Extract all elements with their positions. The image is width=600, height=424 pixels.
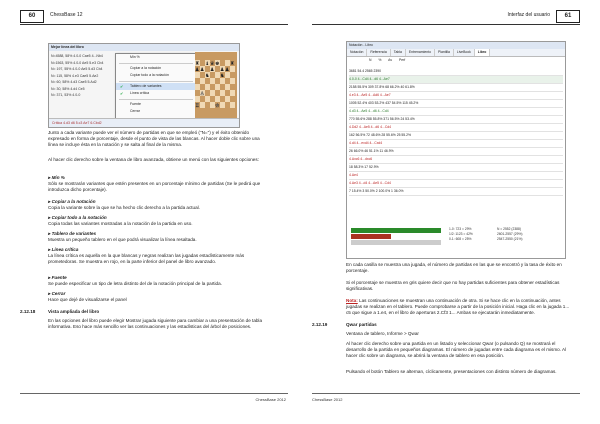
mini-chessboard bbox=[195, 52, 237, 118]
context-menu bbox=[115, 53, 200, 121]
intro-paragraph: Junto a cada variante puede ver el número de partidas en que se empleó ("N=") y el éxito obtenido expresado en forma de porcentaje, desde el punto de vista de las blancas. Al hacer doble clic sobre una línea se incluye ésta en la notación y se salta al final de la misma. bbox=[48, 130, 260, 147]
tab-book[interactable]: Libro bbox=[475, 49, 490, 56]
book-line[interactable]: N= 115, 58% 4.e3 Cae5 5.Ae2 bbox=[51, 73, 99, 78]
menu-separator bbox=[119, 81, 193, 82]
note-label: Nota: bbox=[346, 298, 358, 303]
item-title-text: Copiar a la notación bbox=[51, 199, 96, 204]
section-text-right: Al hacer clic derecho sobre una partida en un listado y seleccionar Qwar (o pulsando Q) se mostrará el desarrollo de la partida en pequeños diagramas. El número de jugadas entre cada diagrama es el mismo. Al hacer clic sobre un diagrama, se abrirá la ventana de tablero en esa posición. bbox=[346, 341, 567, 358]
right-note bbox=[346, 298, 571, 316]
check-icon: ✔ bbox=[120, 83, 124, 89]
section-text-right-2: Pulsando el botón Tablero se alternan, cíclicamente, presentaciones con distinto número de diagramas. bbox=[346, 369, 557, 374]
grid-row: 770 55.6% 288 55.8% 371 56.5% 24 53.4% bbox=[349, 116, 563, 124]
grid-row: 7 15.4% 3 50.0% 2 100.0% 1 36.0% bbox=[349, 188, 563, 196]
item-title-close: ▸ Cerrar bbox=[48, 291, 66, 296]
grid-row: 162 56.5% 72 48.6% 28 55.6% 25 55.2% bbox=[349, 132, 563, 140]
right-paragraph-2: Si el porcentaje se muestra en gris quiere decir que no hay partidas suficientes para obtener estadísticas significativas. bbox=[346, 280, 560, 291]
section-number-right: 2.12.19 bbox=[312, 322, 328, 327]
book-line[interactable]: N=4588, 58% 4.0-0 Cae5 4...Nb4 bbox=[51, 54, 103, 58]
item-desc-close: Hace que dejé de visualizarse el panel bbox=[48, 297, 127, 302]
menu-item-label: Línea crítica bbox=[130, 91, 150, 95]
note-text: Las continuaciones se muestran una continuación de otra. Si se hace clic en la continuación, antes jugadas se realizan en el tablero. Puede comprobarse a partir de la posición inicial. Haga clic en la jugada 1... c5 que sigue a 1.e4, en el libro de aperturas 2.Cf3 1... Ambas se ejecutarán inmediatamente. bbox=[346, 298, 570, 315]
book-table-screenshot bbox=[346, 41, 566, 259]
white-wins-bar bbox=[351, 228, 441, 233]
menu-item-copy-all[interactable]: Copiar todo a la notación bbox=[130, 73, 169, 77]
svg-text:♟: ♟ bbox=[200, 67, 205, 73]
menu-separator bbox=[119, 63, 193, 64]
grid-row[interactable]: 4.Axc6 4...dxc6 bbox=[349, 156, 563, 164]
left-footer: ChessBase 2012 bbox=[255, 397, 286, 402]
svg-text:♟: ♟ bbox=[195, 67, 200, 73]
section-path-right: Ventana de tablero, Informe > Qwar bbox=[346, 331, 419, 336]
tab-reference[interactable]: Referencia bbox=[367, 49, 390, 56]
book-panel-title: Mejor línea del libro bbox=[49, 44, 239, 51]
svg-text:♛: ♛ bbox=[210, 61, 215, 67]
svg-text:♞: ♞ bbox=[220, 73, 225, 79]
tab-table[interactable]: Tabla bbox=[391, 49, 406, 56]
svg-text:♚: ♚ bbox=[215, 61, 220, 67]
svg-text:♝: ♝ bbox=[205, 61, 210, 67]
intro-paragraph-2: Al hacer clic derecho sobre la ventana de libro avanzada, obtiene un menú con las siguientes opciones: bbox=[48, 157, 259, 162]
item-desc-copy: Copia la variante sobre la que se ha hecho clic derecho a la partida actual. bbox=[48, 205, 200, 210]
svg-text:♞: ♞ bbox=[205, 73, 210, 79]
grid-row: 3681 54.4 2565 2390 bbox=[349, 68, 563, 76]
right-header bbox=[312, 10, 580, 25]
menu-item-copy-notation[interactable]: Copiar a la notación bbox=[130, 65, 162, 70]
item-desc-variation-board: Muestra un pequeño tablero en el que podrá visualizar la línea resaltada. bbox=[48, 237, 197, 242]
stats-block-2 bbox=[497, 227, 522, 242]
tab-livebook[interactable]: LiveBook bbox=[454, 49, 475, 56]
item-title-copy-all: ▸ Copiar todo a la notación bbox=[48, 215, 107, 220]
grid-row[interactable]: 4.d3 4...Ae5 4...d6 4...Cd4 bbox=[349, 108, 563, 116]
item-desc-copy-all: Copia todas las variantes mostradas a la notación de la partida en uso. bbox=[48, 221, 193, 226]
item-desc-min: Sólo se mostrarán variantes que estén presentes en un porcentaje mínimo de partidas (Se le pedirá que introduzca dicho porcentaje). bbox=[48, 181, 261, 192]
grid-row: 26 66.0% 46 51.1% 11 46.9% bbox=[349, 148, 563, 156]
book-line[interactable]: N= 30, 58% 4.d4 Ce5 bbox=[51, 86, 85, 91]
tab-bar bbox=[347, 49, 565, 57]
menu-item-font[interactable]: Fuente bbox=[130, 101, 141, 106]
tab-notation[interactable]: Notación bbox=[347, 49, 367, 56]
tab-template[interactable]: Plantilla bbox=[435, 49, 454, 56]
right-running-title: Interfaz del usuario bbox=[507, 12, 550, 18]
svg-text:♖: ♖ bbox=[195, 103, 200, 109]
right-page-number: 61 bbox=[556, 10, 580, 23]
menu-item-label: Tablero de variantes bbox=[130, 83, 162, 88]
grid-row[interactable]: 4.Ae3 4...d4 4...Ae5 4...Cd4 bbox=[349, 180, 563, 188]
grid-row[interactable]: 4.0-0 4...Cd4 4...d6 4...Ae7 bbox=[349, 76, 563, 84]
book-panel-screenshot bbox=[48, 43, 240, 128]
grid-row: 2158 55.5% 309 37.8% 68 66.2% 40 61.8% bbox=[349, 84, 563, 92]
svg-text:♔: ♔ bbox=[215, 103, 220, 109]
item-title-text: Fuente bbox=[51, 275, 67, 280]
book-line[interactable]: N= 197, 55% 4.0-0 Ae5 5.d3 Cb4 bbox=[51, 67, 103, 71]
book-grid bbox=[349, 68, 563, 196]
svg-text:♟: ♟ bbox=[210, 67, 215, 73]
book-line[interactable]: N= 60, 58% 4.d3 Cae5 5.Ad2 bbox=[51, 80, 97, 84]
left-running-title: ChessBase 12 bbox=[50, 12, 83, 18]
book-table-title: Notación - Libro bbox=[347, 42, 565, 49]
menu-item-variation-board[interactable] bbox=[116, 83, 196, 91]
section-text-left: En las opciones del libro puede elegir Mostrar jugada siguiente para cambiar a una presentación de tabla informativa. Eso hace más sencillo ver las continuaciones y las estadísticas del árbol de posiciones. bbox=[48, 318, 262, 329]
item-title-text: Línea crítica bbox=[51, 247, 79, 252]
column-header: N % Av Perf bbox=[369, 58, 406, 62]
grid-row[interactable]: 4.d4 4...exd4 4...Cxd4 bbox=[349, 140, 563, 148]
item-title-text: Cerrar bbox=[51, 291, 66, 296]
item-title-text: Copiar todo a la notación bbox=[51, 215, 107, 220]
item-title-critical: ▸ Línea crítica bbox=[48, 247, 79, 252]
stat-line: 1/2: 1123 = 42% bbox=[449, 232, 473, 236]
item-title-text: Tablero de variantes bbox=[51, 231, 97, 236]
grid-row[interactable]: 4.Ae4 bbox=[349, 172, 563, 180]
right-footer: ChessBase 2012 bbox=[312, 397, 343, 402]
book-line[interactable]: N=1563, 55% 4.0-0 Ae5 5.e3 Cb4 bbox=[51, 60, 104, 65]
book-line[interactable]: N= 371, 53% 4.0-0 bbox=[51, 93, 81, 97]
check-icon: ✔ bbox=[120, 91, 124, 96]
menu-separator bbox=[119, 99, 193, 100]
section-title-right: Qwar partidas bbox=[346, 322, 377, 327]
grid-row[interactable]: 4.e3 4...Ae5 4...Ad6 4...Ae7 bbox=[349, 92, 563, 100]
stat-line: 0-1: 608 = 25% bbox=[449, 237, 472, 241]
black-wins-bar bbox=[351, 240, 441, 245]
svg-text:♜: ♜ bbox=[195, 61, 200, 67]
stat-line: 2601-2557 (29%) bbox=[497, 232, 523, 236]
item-title-font: ▸ Fuente bbox=[48, 275, 67, 280]
svg-text:♜: ♜ bbox=[230, 61, 235, 67]
item-title-copy: ▸ Copiar a la notación bbox=[48, 199, 96, 204]
right-footer-rule bbox=[312, 393, 580, 394]
stat-line: 2547-2550 (21%) bbox=[497, 237, 523, 241]
stat-line: 1-0: 723 = 29% bbox=[449, 227, 472, 231]
menu-item-critical-line[interactable] bbox=[116, 90, 196, 98]
svg-text:♙: ♙ bbox=[200, 91, 205, 97]
item-title-variation-board: ▸ Tablero de variantes bbox=[48, 231, 97, 236]
item-desc-font: Se puede especificar un tipo de letra distinto del de la notación principal de la partida. bbox=[48, 281, 222, 286]
section-number-left: 2.12.18 bbox=[20, 309, 36, 314]
item-title-text: Min % bbox=[51, 175, 65, 180]
stat-line: N = 2552 (2388) bbox=[497, 227, 521, 231]
item-desc-critical: La línea crítica es aquella en la que blancas y negras realizan las jugadas estadísticamente más prometedoras. Se muestra en rojo, en la parte inferior del panel de libro avanzado. bbox=[48, 253, 245, 264]
critical-line-bar: Crítica 4.d3 d6 5.c3 Ae7 6.Cbd2 bbox=[49, 118, 240, 127]
stats-block bbox=[449, 227, 473, 242]
left-header bbox=[20, 10, 288, 25]
menu-item-close[interactable]: Cerrar bbox=[130, 109, 140, 113]
grid-row: 18 58.3% 17 52.9% bbox=[349, 164, 563, 172]
svg-text:♟: ♟ bbox=[225, 67, 230, 73]
item-title-min: ▸ Min % bbox=[48, 175, 65, 180]
grid-row[interactable]: 4.Dd2 4...Ae5 4...d6 4...Cd4 bbox=[349, 124, 563, 132]
section-title-left: Vista ampliada del libro bbox=[48, 309, 100, 314]
right-paragraph-1: En cada casilla se muestra una jugada, el número de partidas en las que se encontró y la tasa de éxito en porcentaje. bbox=[346, 262, 562, 273]
draw-bar bbox=[351, 234, 391, 239]
menu-item-min-percent[interactable]: Min % bbox=[130, 55, 140, 59]
svg-text:♟: ♟ bbox=[220, 67, 225, 73]
left-page-number: 60 bbox=[20, 10, 44, 23]
grid-row: 1005 52.4% 403 53.2% 437 54.5% 115 45.2% bbox=[349, 100, 563, 108]
tab-training[interactable]: Entrenamiento bbox=[406, 49, 435, 56]
